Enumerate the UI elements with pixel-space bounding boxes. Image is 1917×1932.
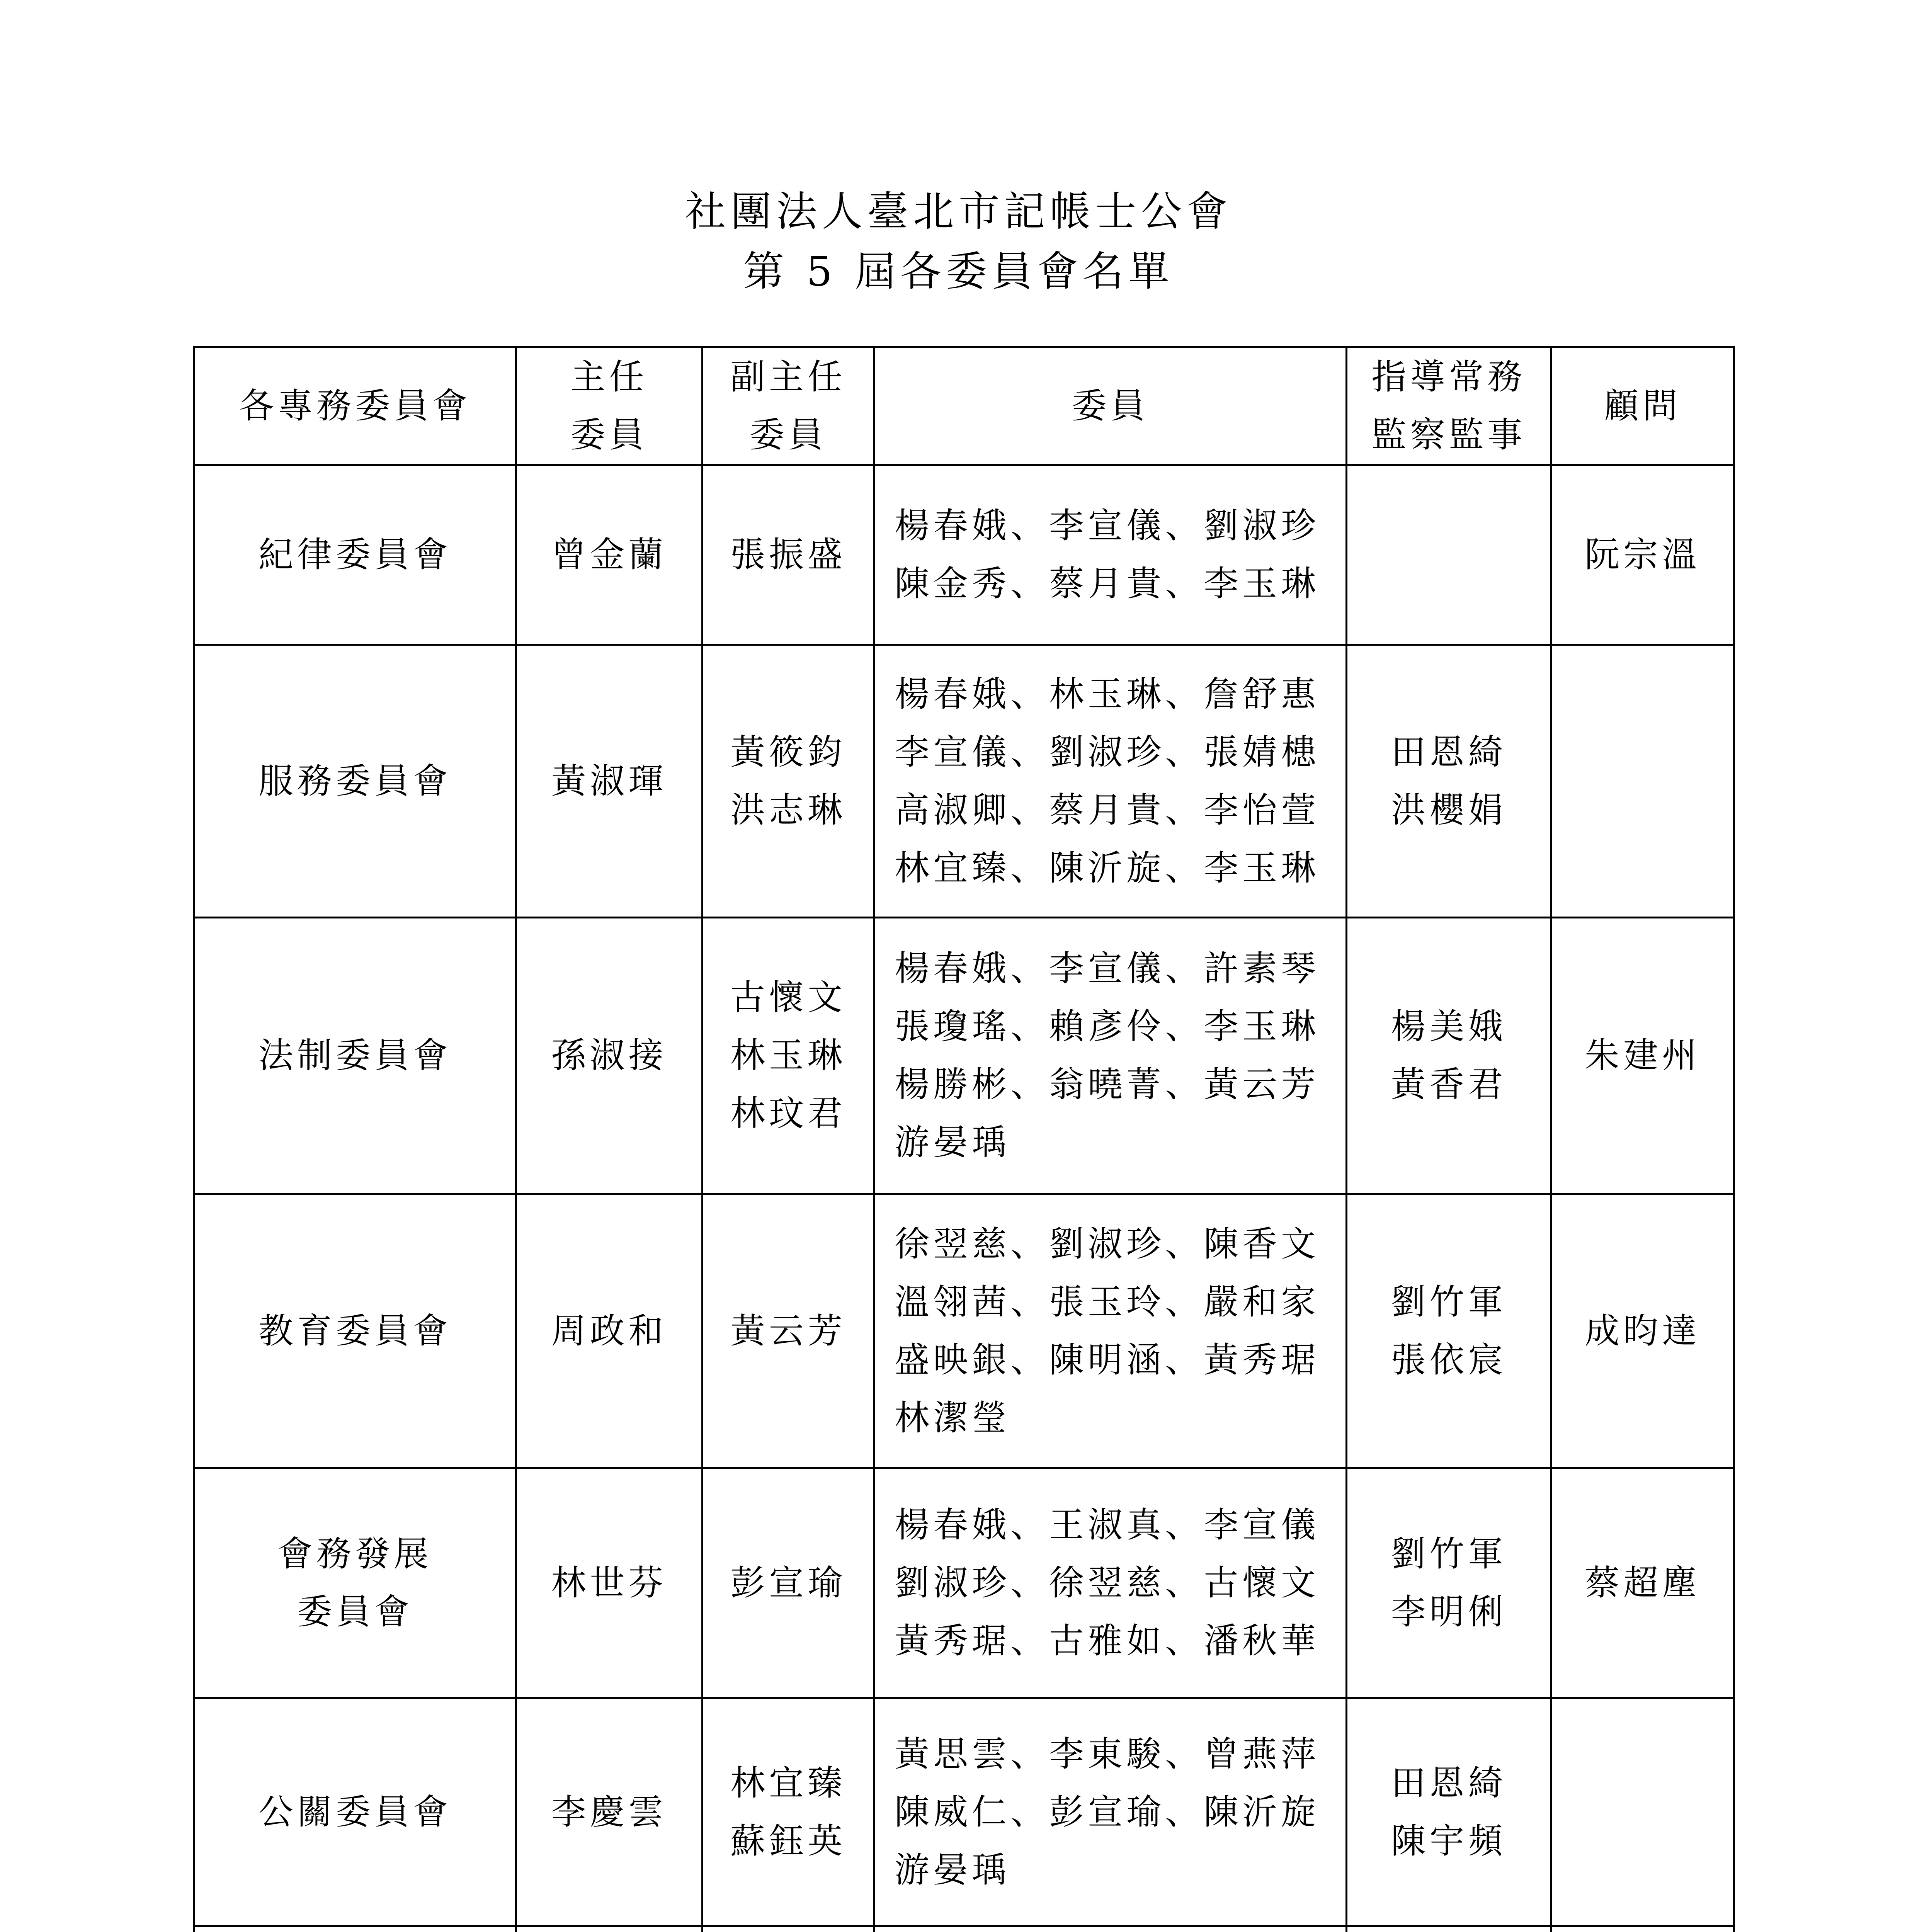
advisor-cell [1551,1926,1734,1932]
table-row [194,1698,1734,1926]
members-cell [874,1698,1347,1926]
cell-line: 副主任 [730,357,846,397]
members-cell [874,1194,1347,1468]
table-row [194,465,1734,645]
advisor-cell [1551,1468,1734,1698]
cell-line: 阮宗溫 [1585,534,1701,575]
cell-line: 劉竹軍 [1391,1534,1507,1574]
chair-cell [516,1926,703,1932]
advisor-cell [1551,918,1734,1194]
cell-line: 教育委員會 [259,1310,452,1351]
table-row [194,918,1734,1194]
members-cell [874,918,1347,1194]
supervisor-cell [1347,1926,1551,1932]
cell-line: 溫翎茜、張玉玲、嚴和家 [895,1281,1320,1322]
table-row [194,645,1734,918]
cell-line: 成昀達 [1585,1310,1701,1351]
vice-chair-cell [703,1926,874,1932]
members-cell [874,645,1347,918]
cell-line: 李慶雲 [551,1791,667,1832]
cell-line: 各專務委員會 [239,386,471,426]
cell-line: 洪志琳 [730,789,846,830]
cell-line: 彭宣瑜 [730,1563,846,1603]
cell-line: 李宣儀、劉淑珍、張婧槵 [895,731,1320,772]
header-advisor [1551,347,1734,465]
chair-cell [516,1698,703,1926]
cell-line: 公關委員會 [259,1791,452,1832]
cell-line: 指導常務 [1371,357,1526,397]
cell-line: 楊春娥、王淑真、李宣儀 [895,1505,1320,1545]
cell-line: 楊勝彬、翁曉菁、黃云芳 [895,1064,1320,1105]
vice-chair-cell [703,918,874,1194]
cell-line: 楊春娥、林玉琳、詹舒惠 [895,673,1320,714]
vice-chair-cell [703,1698,874,1926]
advisor-cell [1551,1698,1734,1926]
chair-cell [516,465,703,645]
chair-cell [516,1194,703,1468]
cell-line: 張瓊瑤、賴彥伶、李玉琳 [895,1006,1320,1047]
cell-line: 陳金秀、蔡月貴、李玉琳 [895,563,1320,604]
cell-line: 黃云芳 [730,1310,846,1351]
supervisor-cell [1347,1194,1551,1468]
cell-line: 李明俐 [1391,1592,1507,1632]
table-row [194,1926,1734,1932]
cell-line: 服務委員會 [259,760,452,801]
cell-line: 黃淑琿 [551,760,667,801]
committee-name [194,465,516,645]
vice-chair-cell [703,1194,874,1468]
committee-name [194,918,516,1194]
cell-line: 會務發展 [278,1534,432,1574]
cell-line: 楊春娥、李宣儀、許素琴 [895,948,1320,989]
vice-chair-cell [703,645,874,918]
committee-name [194,1926,516,1932]
members-cell [874,1468,1347,1698]
cell-line: 張振盛 [730,534,846,575]
table-row [194,1468,1734,1698]
cell-line: 陳威仁、彭宣瑜、陳沂旋 [895,1791,1320,1832]
header-vice-chair [703,347,874,465]
cell-line: 林宜臻、陳沂旋、李玉琳 [895,847,1320,888]
header-supervisor [1347,347,1551,465]
cell-line: 劉竹軍 [1391,1281,1507,1322]
cell-line: 楊美娥 [1391,1006,1507,1047]
advisor-cell [1551,645,1734,918]
cell-line: 林宜臻 [730,1762,846,1803]
committee-table [193,346,1735,1932]
header-chair [516,347,703,465]
chair-cell [516,645,703,918]
cell-line: 古懷文 [730,977,846,1018]
members-cell [874,1926,1347,1932]
cell-line: 蘇鈺英 [730,1820,846,1861]
cell-line: 曾金蘭 [551,534,667,575]
header-members [874,347,1347,465]
chair-cell [516,918,703,1194]
cell-line: 楊春娥、李宣儀、劉淑珍 [895,505,1320,546]
supervisor-cell [1347,918,1551,1194]
cell-line: 委員 [750,415,827,455]
cell-line: 林玟君 [730,1093,846,1134]
cell-line: 顧問 [1604,386,1681,426]
cell-line: 委員 [1072,386,1149,426]
cell-line: 田恩綺 [1391,1762,1507,1803]
committee-name [194,1468,516,1698]
supervisor-cell [1347,1698,1551,1926]
cell-line: 周政和 [551,1310,667,1351]
header-committee [194,347,516,465]
cell-line: 游晏瑀 [895,1849,1010,1890]
members-cell [874,465,1347,645]
cell-line: 蔡超塵 [1585,1563,1701,1603]
cell-line: 監察監事 [1371,415,1526,455]
cell-line: 紀律委員會 [259,534,452,575]
cell-line: 黃筱鈞 [730,731,846,772]
cell-line: 法制委員會 [259,1035,452,1076]
cell-line: 洪櫻娟 [1391,789,1507,830]
supervisor-cell [1347,1468,1551,1698]
cell-line: 孫淑接 [551,1035,667,1076]
cell-line: 徐翌慈、劉淑珍、陳香文 [895,1223,1320,1264]
cell-line: 黃思雲、李東駿、曾燕萍 [895,1733,1320,1774]
chair-cell [516,1468,703,1698]
advisor-cell [1551,1194,1734,1468]
advisor-cell [1551,465,1734,645]
committee-name [194,645,516,918]
cell-line: 委員 [570,415,648,455]
supervisor-cell [1347,465,1551,645]
cell-line: 盛映銀、陳明涵、黃秀琚 [895,1339,1320,1380]
cell-line: 高淑卿、蔡月貴、李怡萱 [895,789,1320,830]
cell-line: 朱建州 [1585,1035,1701,1076]
vice-chair-cell [703,1468,874,1698]
cell-line: 黃秀琚、古雅如、潘秋華 [895,1621,1320,1661]
cell-line: 林玉琳 [730,1035,846,1076]
cell-line: 主任 [570,357,648,397]
cell-line: 林世芬 [551,1563,667,1603]
vice-chair-cell [703,465,874,645]
cell-line: 游晏瑀 [895,1122,1010,1163]
header-row [194,347,1734,465]
cell-line: 林潔瑩 [895,1397,1010,1438]
cell-line: 黃香君 [1391,1064,1507,1105]
cell-line: 張依宸 [1391,1339,1507,1380]
table-row [194,1194,1734,1468]
cell-line: 田恩綺 [1391,731,1507,772]
committee-name [194,1698,516,1926]
cell-line: 劉淑珍、徐翌慈、古懷文 [895,1563,1320,1603]
supervisor-cell [1347,645,1551,918]
committee-name [194,1194,516,1468]
cell-line: 陳宇頻 [1391,1820,1507,1861]
document-subtitle: 第 5 屆各委員會名單 [743,248,1174,295]
document-title: 社團法人臺北市記帳士公會 [685,188,1232,235]
cell-line: 委員會 [297,1592,413,1632]
